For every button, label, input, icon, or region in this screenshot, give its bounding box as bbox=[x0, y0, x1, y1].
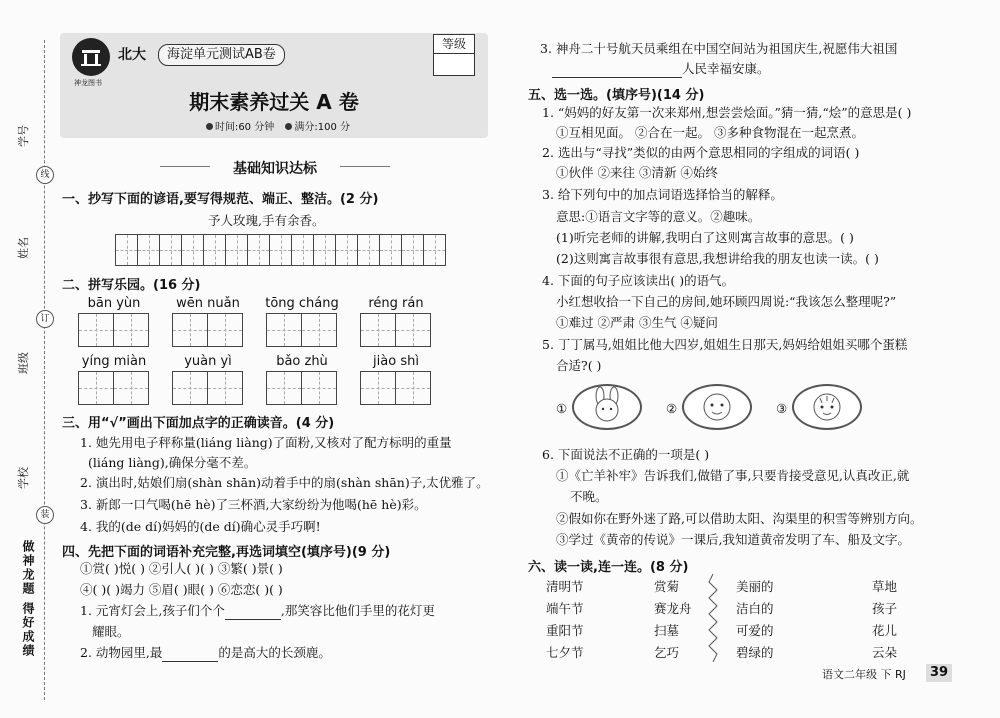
q4-blank-2[interactable] bbox=[162, 644, 218, 662]
q4-heading: 四、先把下面的词语补充完整,再选词填空(填序号)(9 分) bbox=[62, 545, 391, 560]
r3-line-2: 人民幸福安康。 bbox=[552, 60, 770, 78]
pinyin-box-7[interactable] bbox=[266, 371, 337, 405]
brand-script: 北大 bbox=[118, 47, 146, 63]
q5-6: 6. 下面说法不正确的一项是( ) bbox=[542, 447, 710, 462]
q3-line-3: 2. 演出时,姑娘们扇(shàn shān)动着手中的扇(shàn shān)子,太优雅了。 bbox=[80, 475, 489, 490]
q5-2: 2. 选出与“寻找”类似的由两个意思相同的字组成的词语( ) bbox=[542, 145, 860, 160]
publisher-logo-icon bbox=[72, 38, 110, 76]
exam-meta: 时间:60 分钟 满分:100 分 bbox=[60, 118, 488, 133]
q5-4-sentence: 小红想收拾一下自己的房间,她环顾四周说:“我该怎么整理呢?” bbox=[556, 294, 897, 309]
noun-1[interactable]: 草地 bbox=[872, 579, 898, 594]
school-label: 学校 bbox=[17, 467, 30, 489]
adjective-3[interactable]: 可爱的 bbox=[736, 623, 774, 638]
cake-label-3: ③ bbox=[776, 401, 788, 416]
pinyin-box-4[interactable] bbox=[360, 313, 431, 347]
pinyin-2: wēn nuǎn bbox=[176, 296, 240, 311]
student-id-label: 学号 bbox=[17, 125, 30, 147]
q5-6-option-2: ②假如你在野外迷了路,可以借助太阳、沟渠里的积雪等辨别方向。 bbox=[556, 511, 923, 526]
pinyin-8: jiào shì bbox=[373, 354, 419, 369]
rabbit-cake-icon[interactable] bbox=[572, 384, 642, 430]
page-title: 期末素养过关 A 卷 bbox=[189, 90, 359, 114]
q4-sentence-2: 2. 动物园里,最 的是高大的长颈鹿。 bbox=[80, 645, 331, 660]
r3-blank[interactable] bbox=[552, 60, 682, 78]
custom-3[interactable]: 扫墓 bbox=[654, 623, 680, 638]
adjective-4[interactable]: 碧绿的 bbox=[736, 645, 774, 660]
pinyin-box-6[interactable] bbox=[172, 371, 243, 405]
custom-2[interactable]: 赛龙舟 bbox=[654, 601, 692, 616]
grade-box[interactable] bbox=[433, 34, 475, 76]
q1-heading: 一、抄写下面的谚语,要写得规范、端正、整洁。(2 分) bbox=[62, 192, 379, 207]
grade-label: 等级 bbox=[434, 35, 474, 54]
q5-4-options: ①难过 ②严肃 ③生气 ④疑问 bbox=[556, 315, 718, 330]
cake-label-2: ② bbox=[666, 401, 678, 416]
binding-circle-line: 线 bbox=[36, 166, 54, 184]
festival-4[interactable]: 七夕节 bbox=[546, 645, 584, 660]
horse-cake-icon[interactable] bbox=[682, 384, 752, 430]
q1-writing-grid[interactable] bbox=[115, 234, 446, 266]
q1-proverb: 予人玫瑰,手有余香。 bbox=[208, 213, 325, 228]
binding-circle-bind: 订 bbox=[36, 310, 54, 328]
series-name: 海淀单元测试AB卷 bbox=[158, 44, 285, 66]
pinyin-box-1[interactable] bbox=[78, 313, 149, 347]
q4-words-row-1: ①赏( )悦( ) ②引人( )( ) ③繁( )景( ) bbox=[80, 561, 283, 576]
book-info: 语文二年级 下 RJ bbox=[822, 668, 906, 681]
pinyin-6: yuàn yì bbox=[184, 354, 232, 369]
festival-2[interactable]: 端午节 bbox=[546, 601, 584, 616]
q4-words-row-2: ④( )( )竭力 ⑤眉( )眼( ) ⑥恋恋( )( ) bbox=[80, 582, 283, 597]
noun-2[interactable]: 孩子 bbox=[872, 601, 898, 616]
pinyin-5: yíng miàn bbox=[81, 354, 147, 369]
q5-1-options: ①互相见面。 ②合在一起。 ③多种食物混在一起烹煮。 bbox=[556, 125, 864, 140]
pinyin-7: bǎo zhù bbox=[276, 354, 328, 369]
class-label: 班级 bbox=[17, 352, 30, 374]
q3-line-1: 1. 她先用电子秤称量(liáng liàng)了面粉,又核对了配方标明的重量 bbox=[80, 435, 452, 450]
binding-circle-fix: 装 bbox=[36, 506, 54, 524]
q4-sentence-1-cont: 耀眼。 bbox=[92, 624, 130, 639]
q3-line-2: (liáng liàng),确保分毫不差。 bbox=[88, 455, 257, 470]
student-name-label: 姓名 bbox=[17, 237, 30, 259]
noun-4[interactable]: 云朵 bbox=[872, 645, 898, 660]
pinyin-1: bān yùn bbox=[87, 296, 141, 311]
q5-5-cont: 合适?( ) bbox=[556, 358, 602, 373]
slogan: 做神龙题 得好成绩 bbox=[21, 540, 35, 659]
pinyin-3: tōng cháng bbox=[265, 296, 339, 311]
q5-3: 3. 给下列句中的加点词语选择恰当的解释。 bbox=[542, 187, 783, 202]
page-number: 39 bbox=[926, 664, 952, 682]
q5-1: 1. “妈妈的好友第一次来郑州,想尝尝烩面。”猜一猜,“烩”的意思是( ) bbox=[542, 105, 912, 120]
pinyin-box-8[interactable] bbox=[360, 371, 431, 405]
q5-5: 5. 丁丁属马,姐姐比他大四岁,姐姐生日那天,妈妈给姐姐买哪个蛋糕 bbox=[542, 337, 908, 352]
q5-6-option-1-cont: 不晚。 bbox=[570, 489, 608, 504]
q5-6-option-3: ③学过《黄帝的传说》一课后,我知道黄帝发明了车、船及文字。 bbox=[556, 532, 910, 547]
q5-3-meanings: 意思:①语言文字等的意义。②趣味。 bbox=[556, 209, 761, 224]
pinyin-box-3[interactable] bbox=[266, 313, 337, 347]
section-banner: 基础知识达标 bbox=[150, 158, 400, 178]
custom-4[interactable]: 乞巧 bbox=[654, 645, 680, 660]
pinyin-4: réng rán bbox=[368, 296, 424, 311]
adjective-2[interactable]: 洁白的 bbox=[736, 601, 774, 616]
binding-cut-line bbox=[44, 40, 45, 700]
publisher-name: 神龙图书 bbox=[74, 79, 102, 87]
q4-blank-1[interactable] bbox=[225, 602, 281, 620]
q5-3-sentence-1: (1)听完老师的讲解,我明白了这则寓言故事的意思。( ) bbox=[556, 230, 854, 245]
q2-heading: 二、拼写乐园。(16 分) bbox=[62, 278, 201, 293]
pinyin-box-5[interactable] bbox=[78, 371, 149, 405]
clock-icon bbox=[206, 123, 213, 130]
q5-2-options: ①伙伴 ②来往 ③清新 ④始终 bbox=[556, 165, 718, 180]
cake-label-1: ① bbox=[556, 401, 568, 416]
q6-heading: 六、读一读,连一连。(8 分) bbox=[528, 560, 689, 575]
adjective-1[interactable]: 美丽的 bbox=[736, 579, 774, 594]
q5-6-option-1: ①《亡羊补牢》告诉我们,做错了事,只要肯接受意见,认真改正,就 bbox=[556, 468, 910, 483]
divider-vine-icon bbox=[706, 574, 720, 662]
q5-4: 4. 下面的句子应该读出( )的语气。 bbox=[542, 273, 735, 288]
tiger-cake-icon[interactable] bbox=[792, 384, 862, 430]
festival-3[interactable]: 重阳节 bbox=[546, 623, 584, 638]
q3-heading: 三、用“√”画出下面加点字的正确读音。(4 分) bbox=[62, 416, 335, 431]
q5-3-sentence-2: (2)这则寓言故事很有意思,我想讲给我的朋友也读一读。( ) bbox=[556, 251, 879, 266]
score-icon bbox=[285, 123, 292, 130]
festival-1[interactable]: 清明节 bbox=[546, 579, 584, 594]
q5-heading: 五、选一选。(填序号)(14 分) bbox=[528, 88, 705, 103]
q4-sentence-1: 1. 元宵灯会上,孩子们个个 ,那笑容比他们手里的花灯更 bbox=[80, 603, 435, 618]
custom-1[interactable]: 赏菊 bbox=[654, 579, 680, 594]
noun-3[interactable]: 花儿 bbox=[872, 623, 898, 638]
r3-line-1: 3. 神舟二十号航天员乘组在中国空间站为祖国庆生,祝愿伟大祖国 bbox=[540, 41, 898, 56]
pinyin-box-2[interactable] bbox=[172, 313, 243, 347]
q3-line-4: 3. 新郎一口气喝(hē hè)了三杯酒,大家纷纷为他喝(hē hè)彩。 bbox=[80, 497, 427, 512]
q3-line-5: 4. 我的(de dí)妈妈的(de dí)确心灵手巧啊! bbox=[80, 519, 321, 534]
